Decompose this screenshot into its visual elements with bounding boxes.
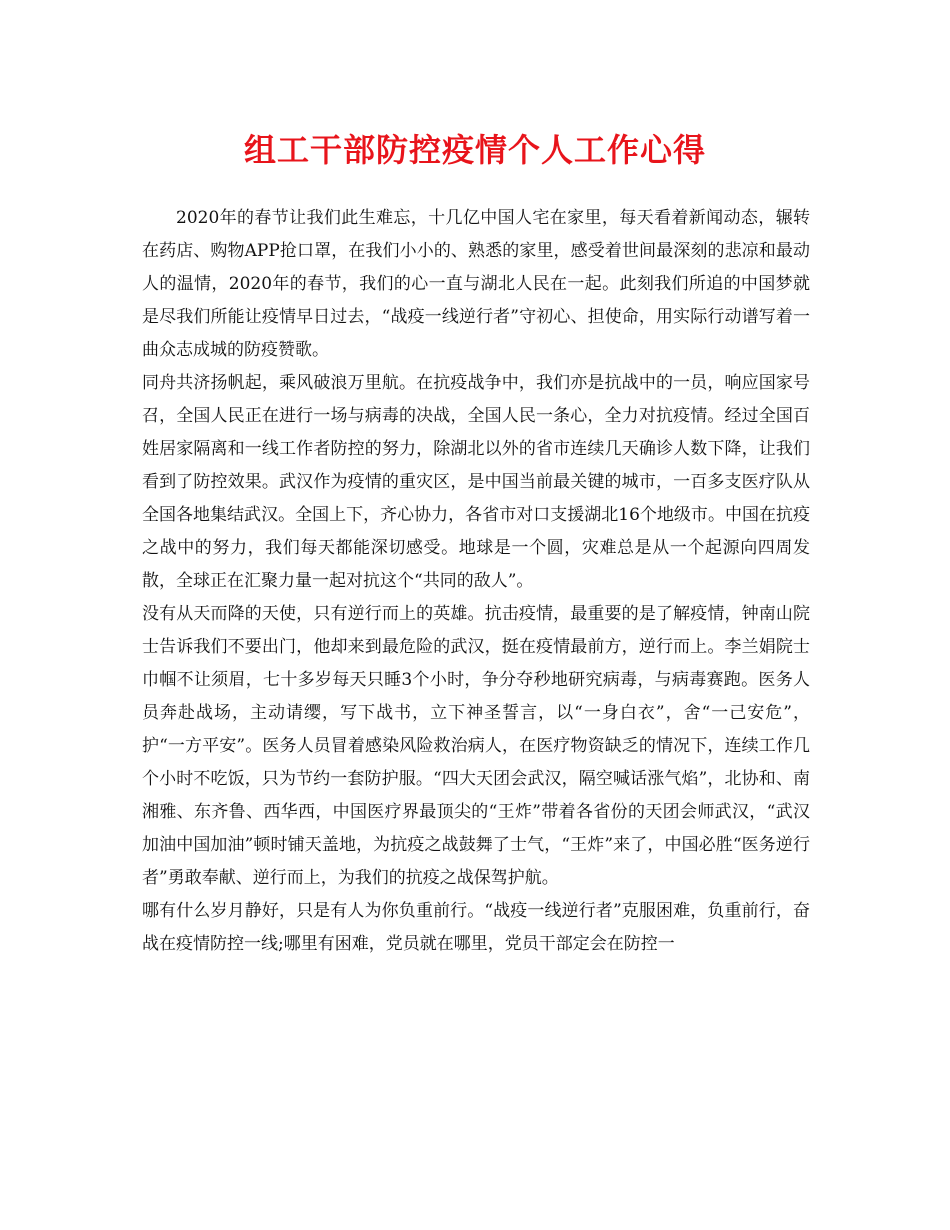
paragraph-3: 没有从天而降的天使，只有逆行而上的英雄。抗击疫情，最重要的是了解疫情，钟南山院士告诉我们不要出门，他却来到最危险的武汉，挺在疫情最前方，逆行而上。李兰娟院士巾帼不让须眉，七十多岁每天只睡3个小时，争分夺秒地研究病毒，与病毒赛跑。医务人员奔赴战场，主动请缨，写下战书，立下神圣誓言，以“一身白衣”，舍“一己安危”，护“一方平安”。医务人员冒着感染风险救治病人，在医疗物资缺乏的情况下，连续工作几个小时不吃饭，只为节约一套防护服。“四大天团会武汉，隔空喊话涨气焰”，北协和、南湘雅、东齐鲁、西华西，中国医疗界最顶尖的“王炸”带着各省份的天团会师武汉，“武汉加油中国加油”顿时铺天盖地，为抗疫之战鼓舞了士气，“王炸”来了，中国必胜“医务逆行者”勇敢奉献、逆行而上，为我们的抗疫之战保驾护航。 [142, 604, 810, 888]
document-body [142, 202, 810, 961]
document-title: 组工干部防控疫情个人工作心得 [243, 131, 706, 169]
paragraph-1: 2020年的春节让我们此生难忘，十几亿中国人宅在家里，每天看着新闻动态，辗转在药店、购物APP抢口罩，在我们小小的、熟悉的家里，感受着世间最深刻的悲凉和最动人的温情，2020年的春节，我们的心一直与湖北人民在一起。此刻我们所追的中国梦就是尽我们所能让疫情早日过去，“战疫一线逆行者”守初心、担使命，用实际行动谱写着一曲众志成城的防疫赞歌。 [142, 208, 810, 360]
paragraph-4: 哪有什么岁月静好，只是有人为你负重前行。“战疫一线逆行者”克服困难，负重前行，奋战在疫情防控一线;哪里有困难，党员就在哪里，党员干部定会在防控一 [142, 901, 810, 954]
paragraph-2: 同舟共济扬帆起，乘风破浪万里航。在抗疫战争中，我们亦是抗战中的一员，响应国家号召，全国人民正在进行一场与病毒的决战，全国人民一条心，全力对抗疫情。经过全国百姓居家隔离和一线工作者防控的努力，除湖北以外的省市连续几天确诊人数下降，让我们看到了防控效果。武汉作为疫情的重灾区，是中国当前最关键的城市，一百多支医疗队从全国各地集结武汉。全国上下，齐心协力，各省市对口支援湖北16个地级市。中国在抗疫之战中的努力，我们每天都能深切感受。地球是一个圆，灾难总是从一个起源向四周发散，全球正在汇聚力量一起对抗这个“共同的敌人”。 [142, 373, 810, 591]
